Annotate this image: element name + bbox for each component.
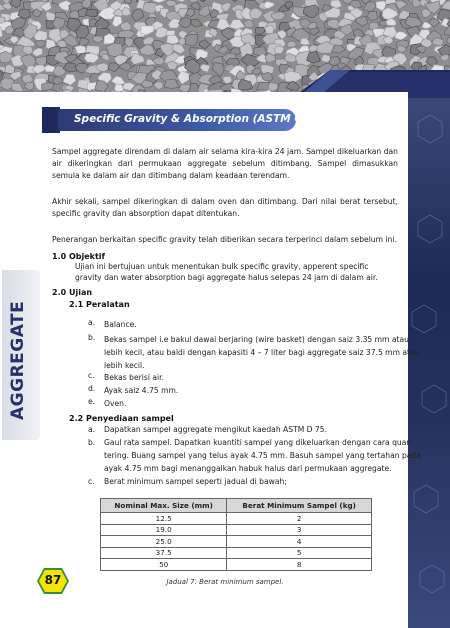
table-cell: 5 <box>227 547 372 559</box>
table-row <box>101 513 372 525</box>
table-cell: 8 <box>227 559 372 571</box>
table-header-cell: Berat Minimum Sampel (kg) <box>227 499 372 513</box>
preparation-heading: 2.2 Penyediaan sampel <box>69 414 174 423</box>
table-cell: 4 <box>227 536 372 548</box>
intro-paragraph-3: Penerangan berkaitan specific gravity telah diberikan secara terperinci dalam sebelum ini. <box>52 235 397 244</box>
preparation-mark: a. <box>88 425 96 434</box>
equipment-item: Bekas sampel i.e bakul dawai berjaring (wire basket) dengan saiz 3.35 mm atau <box>104 335 409 344</box>
table-cell: 2 <box>227 513 372 525</box>
equipment-mark: d. <box>88 384 96 393</box>
equipment-item: Bekas berisi air. <box>104 373 164 382</box>
intro-paragraph-1: Sampel aggregate direndam di dalam air selama kira-kira 24 jam. Sampel dikeluarkan dan air dikeringkan dari permukaan aggregate sebelum ditimbang. Sampel dimasukkan semula ke dalam air dan ditimbang dalam keadaan terendam. <box>52 147 398 181</box>
equipment-item: lebih kecil, atau baldi dengan kapasiti 4 – 7 liter bagi aggregate saiz 37.5 mm atau <box>104 348 420 357</box>
preparation-mark: b. <box>88 438 96 447</box>
preparation-mark: c. <box>88 477 95 486</box>
intro-paragraph-2: Akhir sekali, sampel dikeringkan di dalam oven dan ditimbang. Dari nilai berat tersebut, specific gravity dan absorption dapat ditentukan. <box>52 197 398 219</box>
equipment-item: lebih kecil. <box>104 361 145 370</box>
table-caption: Jadual 7: Berat minimum sampel. <box>166 578 284 586</box>
preparation-item: ayak 4.75 mm bagi menanggalkan habuk halus dari permukaan aggregate. <box>104 464 392 473</box>
table-cell: 19.0 <box>101 524 227 536</box>
preparation-item: Gaul rata sampel. Dapatkan kuantiti sampel yang dikeluarkan dengan cara quar- <box>104 438 412 447</box>
table-row <box>101 547 372 559</box>
table-cell: 3 <box>227 524 372 536</box>
equipment-mark: c. <box>88 371 95 380</box>
table-header-row <box>101 499 372 513</box>
sample-weight-table <box>100 498 372 571</box>
equipment-item: Oven. <box>104 399 127 408</box>
section-title: Specific Gravity & Absorption (ASTM C 127) <box>74 113 333 125</box>
preparation-item: Berat minimum sampel seperti jadual di bawah; <box>104 477 287 486</box>
table-row <box>101 524 372 536</box>
equipment-mark: e. <box>88 397 96 406</box>
test-heading: 2.0 Ujian <box>52 288 93 297</box>
equipment-item: Ayak saiz 4.75 mm. <box>104 386 179 395</box>
objective-heading: 1.0 Objektif <box>52 252 106 261</box>
preparation-item: Dapatkan sampel aggregate mengikut kaedah ASTM D 75. <box>104 425 328 434</box>
table-cell: 50 <box>101 559 227 571</box>
page-number: 87 <box>44 573 62 587</box>
equipment-heading: 2.1 Peralatan <box>69 300 130 309</box>
right-decorative-panel <box>408 92 450 628</box>
table-cell: 12.5 <box>101 513 227 525</box>
table-cell: 37.5 <box>101 547 227 559</box>
table-header-cell: Nominal Max. Size (mm) <box>101 499 227 513</box>
equipment-mark: b. <box>88 333 96 342</box>
table-row <box>101 559 372 571</box>
equipment-mark: a. <box>88 318 96 327</box>
table-cell: 25.0 <box>101 536 227 548</box>
side-chapter-label: AGGREGATE <box>8 300 28 420</box>
table-row <box>101 536 372 548</box>
preparation-item: tering. Buang sampel yang telus ayak 4.75 mm. Basuh sampel yang tertahan pada <box>104 451 421 460</box>
objective-text: Ujian ini bertujuan untuk menentukan bulk specific gravity, apperent specific gravity dan water absorption bagi aggregate halus selepas 24 jam di dalam air. <box>75 262 378 282</box>
equipment-item: Balance. <box>104 320 137 329</box>
